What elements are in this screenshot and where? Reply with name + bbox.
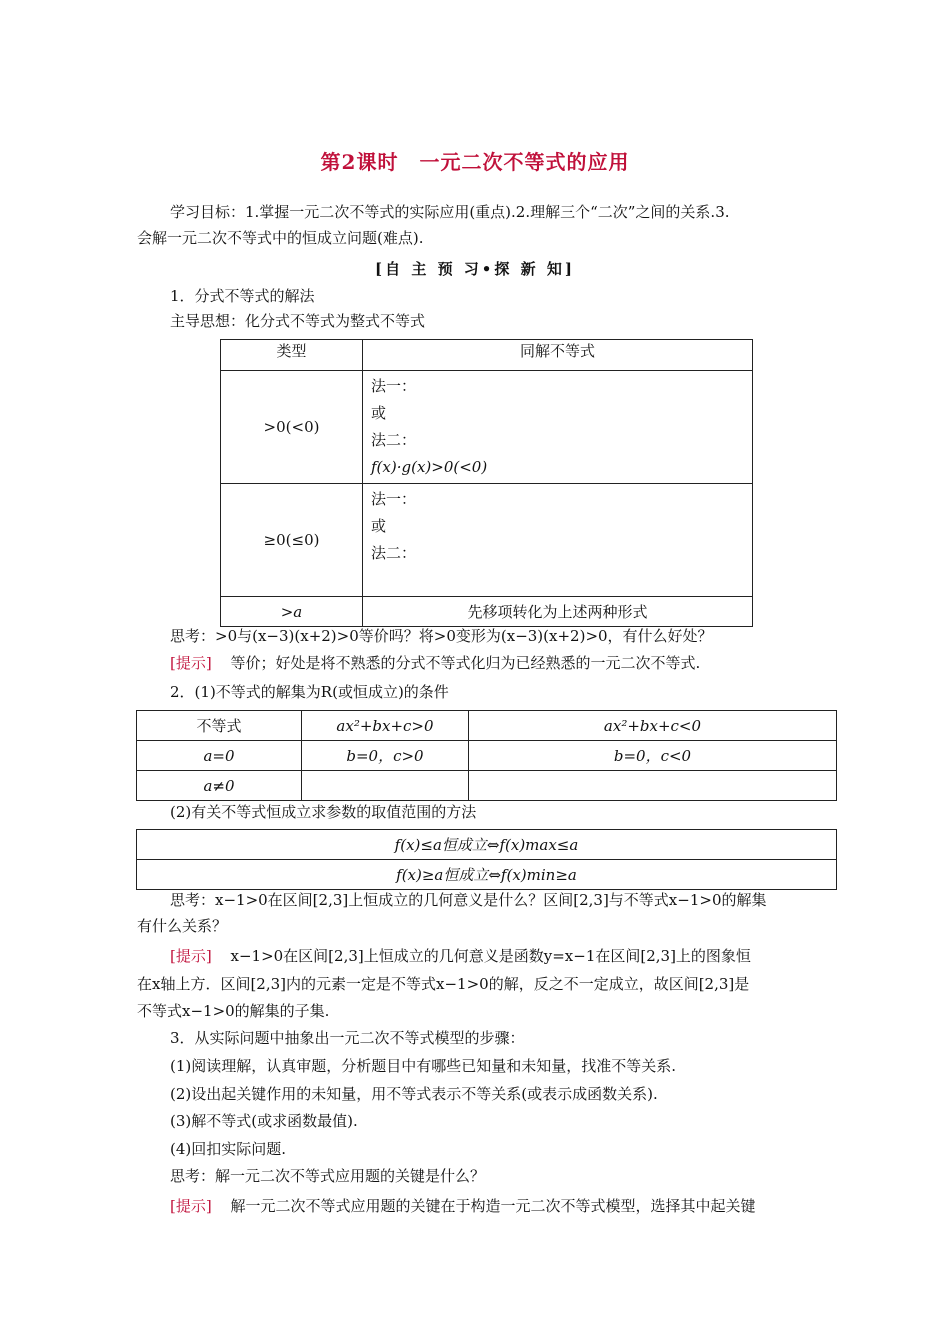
s3-hint-row	[170, 1195, 756, 1217]
objectives-line-1: 学习目标：1.掌握一元二次不等式的实际应用(重点).2.理解三个“二次”之间的关系.3.	[170, 203, 730, 221]
page-title: 第2课时 一元二次不等式的应用	[320, 150, 630, 174]
t-header-inequality: 不等式	[137, 711, 302, 741]
row2-method2: 法二：	[371, 544, 417, 562]
objectives-line-2: 会解一元二次不等式中的恒成立问题(难点).	[137, 229, 424, 247]
s2-sub2: (2)有关不等式恒成立求参数的取值范围的方法	[170, 803, 477, 821]
t-header-negative: ax²+bx+c<0	[469, 711, 837, 741]
row1-or: 或	[371, 404, 387, 422]
table-header-equivalent: 同解不等式	[363, 340, 753, 371]
t-a-zero-positive: b=0，c>0	[302, 741, 469, 771]
s3-step-4: (4)回扣实际问题.	[170, 1140, 287, 1158]
row1-method1: 法一：	[371, 377, 417, 395]
fraction-inequality-table	[220, 339, 753, 627]
t-a-zero: a=0	[137, 741, 302, 771]
s1-think: 思考：>0与(x−3)(x+2)>0等价吗？将>0变形为(x−3)(x+2)>0，有什么好处？	[170, 627, 713, 645]
table-header-type: 类型	[221, 340, 363, 371]
t-a-nonzero-positive	[302, 771, 469, 801]
s2-hint-1: x−1>0在区间[2,3]上恒成立的几何意义是函数y=x−1在区间[2,3]上的图象恒	[230, 947, 751, 965]
parameter-range-table	[136, 829, 837, 890]
hint-label: [提示]	[170, 654, 212, 672]
t-a-nonzero: a≠0	[137, 771, 302, 801]
s1-hint-row	[170, 652, 700, 674]
row2-forms	[363, 484, 753, 597]
always-true-table	[136, 710, 837, 801]
hint-label: [提示]	[170, 947, 212, 965]
row2-type: ≥0(≤0)	[221, 484, 363, 597]
row1-method2: 法二：	[371, 431, 417, 449]
s3-step-2: (2)设出起关键作用的未知量，用不等式表示不等关系(或表示成函数关系).	[170, 1085, 658, 1103]
row3-type: >a	[221, 597, 363, 627]
t-a-nonzero-negative	[469, 771, 837, 801]
s3-think: 思考：解一元二次不等式应用题的关键是什么？	[170, 1167, 486, 1185]
s2-hint-row	[170, 945, 751, 967]
s3-heading: 3．从实际问题中抽象出一元二次不等式模型的步骤：	[170, 1029, 525, 1047]
s3-step-3: (3)解不等式(或求函数最值).	[170, 1112, 358, 1130]
s2-think-1: 思考：x−1>0在区间[2,3]上恒成立的几何意义是什么？区间[2,3]与不等式x−1>0的解集	[170, 891, 767, 909]
min-condition: f(x)≥a恒成立⇔f(x)min≥a	[137, 860, 837, 890]
s2-hint-3: 不等式x−1>0的解集的子集.	[137, 1002, 330, 1020]
section-header: [自 主 预 习•探 新 知]	[375, 260, 575, 278]
row2-method1: 法一：	[371, 490, 417, 508]
row3-value: 先移项转化为上述两种形式	[363, 597, 753, 627]
s3-step-1: (1)阅读理解，认真审题，分析题目中有哪些已知量和未知量，找准不等关系.	[170, 1057, 677, 1075]
s2-think-2: 有什么关系？	[137, 917, 228, 935]
s1-heading: 1．分式不等式的解法	[170, 287, 315, 305]
s2-hint-2: 在x轴上方．区间[2,3]内的元素一定是不等式x−1>0的解，反之不一定成立，故区间[2,3]是	[137, 975, 750, 993]
hint-label: [提示]	[170, 1197, 212, 1215]
max-condition: f(x)≤a恒成立⇔f(x)max≤a	[137, 830, 837, 860]
s3-hint: 解一元二次不等式应用题的关键在于构造一元二次不等式模型，选择其中起关键	[230, 1197, 756, 1215]
s1-idea: 主导思想：化分式不等式为整式不等式	[170, 312, 426, 330]
t-a-zero-negative: b=0，c<0	[469, 741, 837, 771]
s2-heading: 2．(1)不等式的解集为R(或恒成立)的条件	[170, 683, 449, 701]
row1-product-form: f(x)·g(x)>0(<0)	[371, 458, 488, 476]
row1-forms	[363, 371, 753, 484]
t-header-positive: ax²+bx+c>0	[302, 711, 469, 741]
row2-or: 或	[371, 517, 387, 535]
s1-hint: 等价；好处是将不熟悉的分式不等式化归为已经熟悉的一元二次不等式.	[230, 654, 701, 672]
row1-type: >0(<0)	[221, 371, 363, 484]
